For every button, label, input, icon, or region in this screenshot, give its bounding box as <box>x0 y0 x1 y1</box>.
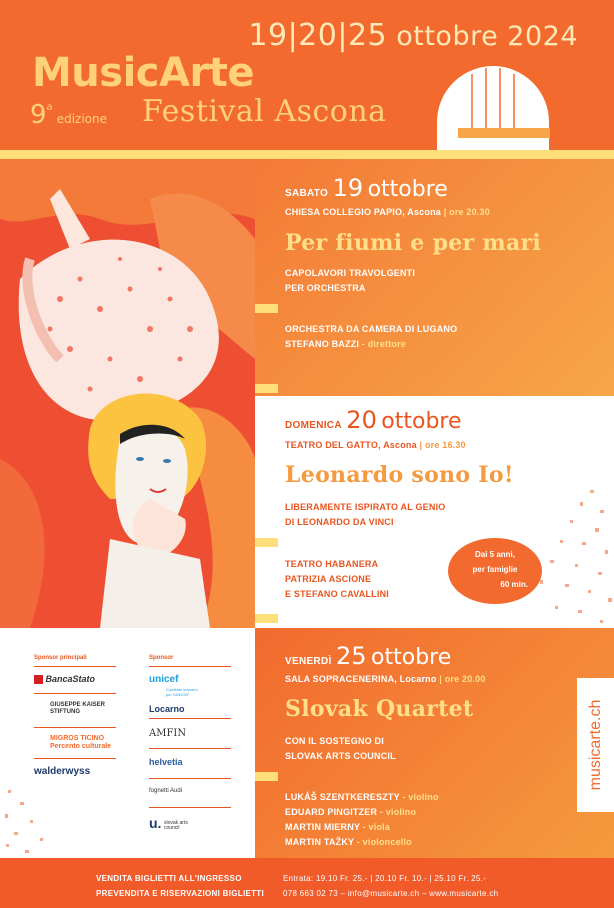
edition: 9$^a$edizione <box>30 100 107 130</box>
player: LUKÁŠ SZENTKERESZTY - violino <box>285 792 439 802</box>
sponsor-amfin-logo: AMFIN <box>149 728 187 739</box>
sponsor-migros-logo: MIGROS TICINO Percento culturale <box>50 735 112 750</box>
sponsor-divider <box>149 666 231 667</box>
concert-1-bottom-divider <box>255 384 278 393</box>
main-sponsors-label: Sponsor principali <box>34 655 87 661</box>
sponsor-divider <box>149 807 231 808</box>
player: MARTIN TAŽKY - violoncello <box>285 837 412 847</box>
concert-3-divider <box>255 772 278 781</box>
concert-2-description: LIBERAMENTE ISPIRATO AL GENIO DI LEONARDO DA VINCI <box>285 502 446 527</box>
concert-1-description: CAPOLAVORI TRAVOLGENTI PER ORCHESTRA <box>285 268 416 293</box>
sponsor-divider <box>149 718 231 719</box>
concert-2-date: DOMENICA 20 ottobre <box>285 406 462 434</box>
player: MARTIN MIERNY - viola <box>285 822 391 832</box>
girl-painting-image <box>0 159 255 628</box>
sponsor-walderwyss-logo: walderwyss <box>34 766 91 777</box>
concert-2-divider <box>255 538 278 547</box>
sponsors-label: Sponsor <box>149 655 174 661</box>
concert-3-description: CON IL SOSTEGNO DI SLOVAK ARTS COUNCIL <box>285 736 396 761</box>
sponsor-locarno-logo: Locarno <box>149 704 185 714</box>
footer-contact: Entrata: 19.10 Fr. 25.- | 20.10 Fr. 10.- | 25.10 Fr. 25.- 078 663 02 73 – info@musicarte.ch – www.musicarte.ch <box>283 874 499 898</box>
confetti-decoration-left <box>0 780 70 858</box>
audience-badge: Dai 5 anni, per famiglie 60 min. <box>448 538 542 604</box>
concert-3-venue: SALA SOPRACENERINA, Locarno | ore 20.00 <box>285 674 486 684</box>
concert-3-date: VENERDÌ 25 ottobre <box>285 642 452 670</box>
sponsor-helvetia-logo: helvetia <box>149 757 183 767</box>
festival-dates: 19|20|25 ottobre 2024 <box>248 18 578 53</box>
sponsor-kaiser-logo: GIUSEPPE KAISER STIFTUNG <box>50 702 106 715</box>
sponsor-bancastato-logo: BancaStato <box>34 674 95 684</box>
guitar-arch-icon <box>434 62 552 160</box>
concert-2-performers: TEATRO HABANERA PATRIZIA ASCIONE E STEFANO CAVALLINI <box>285 559 389 599</box>
concert-1-venue: CHIESA COLLEGIO PAPIO, Ascona | ore 20.30 <box>285 207 490 217</box>
concert-1-date: SABATO 19 ottobre <box>285 174 448 202</box>
concert-2-venue: TEATRO DEL GATTO, Ascona | ore 16.30 <box>285 440 466 450</box>
player: EDUARD PINGITZER - violino <box>285 807 417 817</box>
concert-3-performers <box>285 790 439 850</box>
sponsor-divider <box>34 666 116 667</box>
concert-2-title: Leonardo sono Io! <box>285 462 514 488</box>
sponsor-audi-logo: fognetti Audi <box>149 788 183 794</box>
sponsor-divider <box>149 778 231 779</box>
concert-1-performers: ORCHESTRA DA CAMERA DI LUGANO STEFANO BAZZI - direttore <box>285 324 458 349</box>
footer-sales-info: VENDITA BIGLIETTI ALL'INGRESSO PREVENDITA E RISERVAZIONI BIGLIETTI <box>96 874 264 898</box>
concert-3-title: Slovak Quartet <box>285 696 474 722</box>
concert-1-divider <box>255 304 278 313</box>
sponsor-slovak-arts-logo: u. slovak arts council <box>149 815 188 831</box>
logo: MusicArte <box>32 50 254 96</box>
concert-2-bottom-divider <box>255 614 278 623</box>
sponsor-divider <box>34 758 116 759</box>
website-tab-label[interactable]: musicarte.ch <box>586 699 604 791</box>
sponsor-divider <box>34 727 116 728</box>
festival-title: Festival Ascona <box>142 94 387 129</box>
sponsor-divider <box>34 693 116 694</box>
sponsor-unicef-logo: unicef <box>149 674 179 685</box>
sponsor-divider <box>149 748 231 749</box>
illustration <box>0 159 255 628</box>
header-divider <box>0 150 614 159</box>
concert-1-title: Per fiumi e per mari <box>285 230 542 256</box>
sponsor-unicef-caption: Comitato svizzero per l'UNICEF <box>166 687 198 697</box>
